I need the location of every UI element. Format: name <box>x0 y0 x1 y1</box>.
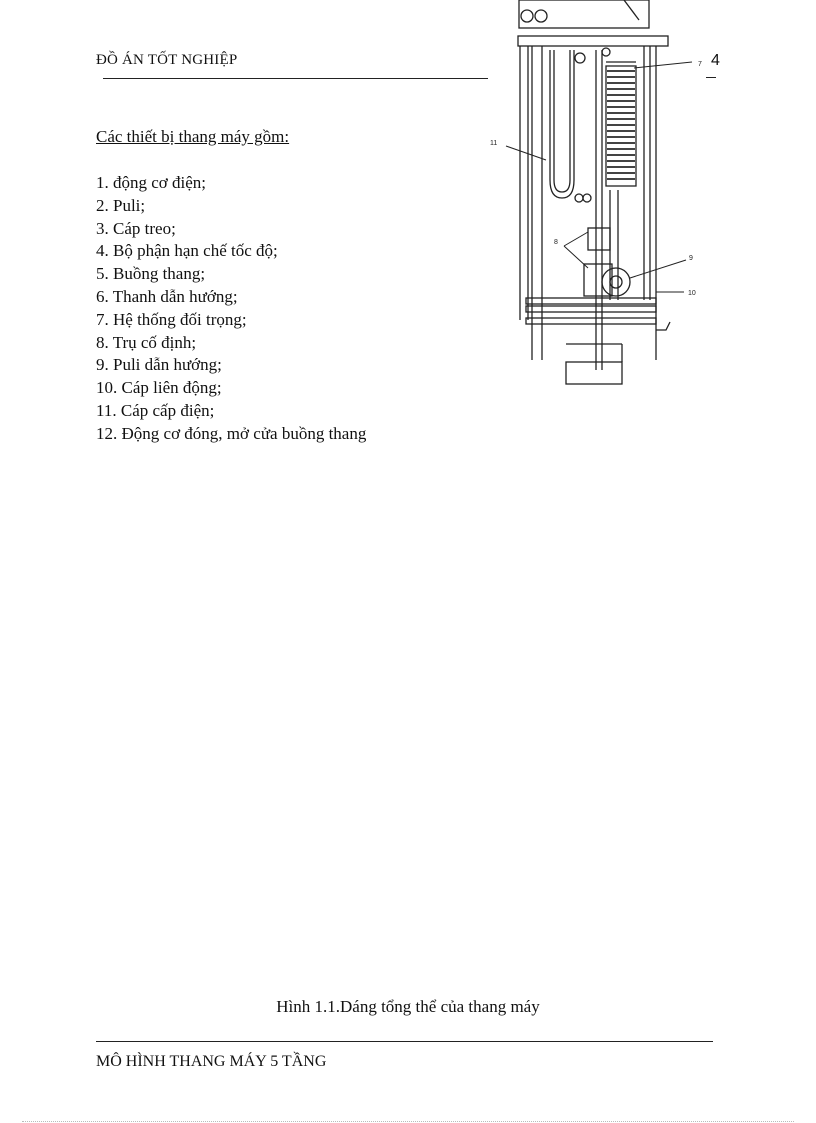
section-heading: Các thiết bị thang máy gồm: <box>96 127 290 146</box>
callout-7: 7 <box>698 61 702 68</box>
header-title: ĐỒ ÁN TỐT NGHIỆP <box>96 52 238 68</box>
figure-caption: Hình 1.1.Dáng tổng thể của thang máy <box>276 997 540 1016</box>
list-item: 2. Puli; <box>96 195 146 215</box>
callout-8: 8 <box>554 239 558 246</box>
list-item: 12. Động cơ đóng, mở cửa buồng thang <box>96 423 367 443</box>
list-item: 9. Puli dẫn hướng; <box>96 355 222 375</box>
footer-title: MÔ HÌNH THANG MÁY 5 TẦNG <box>96 1053 327 1070</box>
list-item: 3. Cáp treo; <box>96 218 176 238</box>
list-item: 6. Thanh dẫn hướng; <box>96 286 238 306</box>
list-item: 10. Cáp liên động; <box>96 378 222 398</box>
footer-rule <box>96 1041 713 1042</box>
list-item: 7. Hệ thống đối trọng; <box>96 309 247 329</box>
page-edge <box>22 1121 794 1122</box>
callout-10: 10 <box>688 290 696 297</box>
list-item: 4. Bộ phận hạn chế tốc độ; <box>96 241 278 261</box>
list-item: 8. Trụ cố định; <box>96 332 197 352</box>
list-item: 1. động cơ điện; <box>96 173 207 192</box>
list-item: 5. Buồng thang; <box>96 264 206 284</box>
page-number: 4 <box>711 52 720 69</box>
callout-11: 11 <box>490 140 498 147</box>
callout-9: 9 <box>689 255 693 262</box>
elevator-drawing <box>484 0 720 395</box>
equipment-list <box>96 172 366 446</box>
header-rule <box>103 78 488 79</box>
list-item: 11. Cáp cấp điện; <box>96 400 215 420</box>
